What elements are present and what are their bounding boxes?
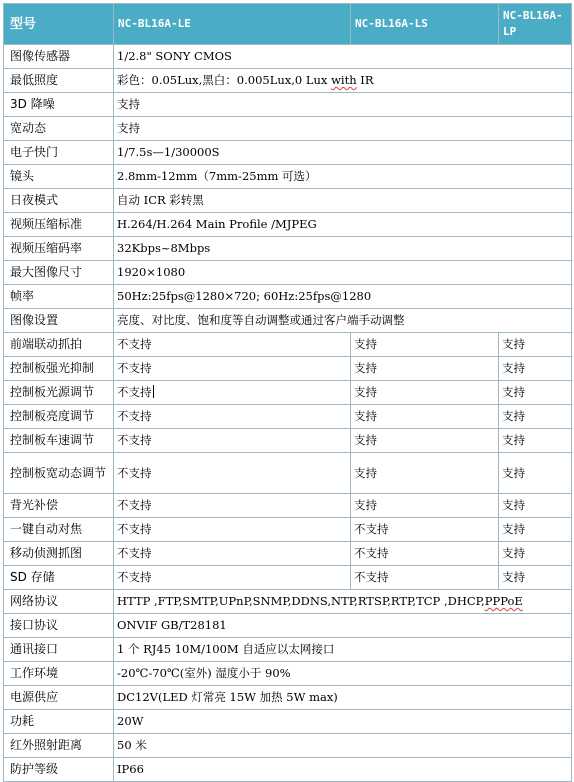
feature-le: 不支持 [114, 566, 351, 590]
feature-le: 不支持 [114, 518, 351, 542]
spec-row-interface-protocol [4, 614, 572, 638]
spec-label: 工作环境 [4, 662, 114, 686]
spec-row-framerate [4, 285, 572, 309]
feature-row [4, 429, 572, 453]
feature-ls: 支持 [351, 381, 499, 405]
spec-label: 3D 降噪 [4, 93, 114, 117]
feature-label: 控制板强光抑制 [4, 357, 114, 381]
header-model-le: NC-BL16A-LE [114, 4, 351, 45]
feature-ls: 支持 [351, 429, 499, 453]
feature-lp: 支持 [499, 566, 572, 590]
feature-label: 控制板宽动态调节 [4, 453, 114, 494]
spec-row-image-settings [4, 309, 572, 333]
spec-value: ONVIF GB/T28181 [114, 614, 572, 638]
feature-lp: 支持 [499, 453, 572, 494]
feature-ls: 支持 [351, 357, 499, 381]
spec-value: 50Hz:25fps@1280×720; 60Hz:25fps@1280 [114, 285, 572, 309]
feature-le: 不支持 [114, 357, 351, 381]
spec-value: 1 个 RJ45 10M/100M 自适应以太网接口 [114, 638, 572, 662]
spec-label: 电子快门 [4, 141, 114, 165]
spec-label: 图像设置 [4, 309, 114, 333]
spec-row-power-consumption [4, 710, 572, 734]
text-cursor [153, 385, 154, 398]
spec-row-power-supply [4, 686, 572, 710]
header-model-label: 型号 [4, 4, 114, 45]
feature-lp: 支持 [499, 405, 572, 429]
feature-row [4, 518, 572, 542]
spec-label: 最大图像尺寸 [4, 261, 114, 285]
feature-lp: 支持 [499, 518, 572, 542]
spec-row-shutter [4, 141, 572, 165]
feature-le: 不支持 [114, 542, 351, 566]
spec-row-3d-noise [4, 93, 572, 117]
feature-le: 不支持 [114, 494, 351, 518]
spellcheck-mark: PPPoE [484, 594, 523, 608]
spec-row-environment [4, 662, 572, 686]
spec-value: 32Kbps~8Mbps [114, 237, 572, 261]
spec-label: 电源供应 [4, 686, 114, 710]
spec-label: 图像传感器 [4, 45, 114, 69]
spec-value: 支持 [114, 117, 572, 141]
feature-label: 控制板亮度调节 [4, 405, 114, 429]
spec-label: 视频压缩码率 [4, 237, 114, 261]
spec-value-text: 彩色：0.05Lux,黑白：0.005Lux,0 Lux with IR [117, 73, 374, 87]
spec-label: 红外照射距离 [4, 734, 114, 758]
feature-lp: 支持 [499, 357, 572, 381]
feature-row [4, 494, 572, 518]
feature-label: SD 存储 [4, 566, 114, 590]
feature-row [4, 542, 572, 566]
spec-label: 帧率 [4, 285, 114, 309]
spec-value: IP66 [114, 758, 572, 782]
spec-value: 支持 [114, 93, 572, 117]
spec-value: 1/2.8" SONY CMOS [114, 45, 572, 69]
spec-row-wdr [4, 117, 572, 141]
spec-value: 自动 ICR 彩转黑 [114, 189, 572, 213]
spec-label: 最低照度 [4, 69, 114, 93]
feature-row [4, 453, 572, 494]
spec-row-day-night [4, 189, 572, 213]
feature-row [4, 333, 572, 357]
spec-label: 宽动态 [4, 117, 114, 141]
feature-lp: 支持 [499, 542, 572, 566]
spec-row-ir-distance [4, 734, 572, 758]
spec-row-comm-interface [4, 638, 572, 662]
spec-label: 视频压缩标准 [4, 213, 114, 237]
spec-label: 接口协议 [4, 614, 114, 638]
spec-label: 防护等级 [4, 758, 114, 782]
header-row [4, 4, 572, 45]
spec-row-min-illumination [4, 69, 572, 93]
spec-value: -20℃-70℃(室外) 湿度小于 90% [114, 662, 572, 686]
feature-le: 不支持 [114, 429, 351, 453]
spec-row-max-resolution [4, 261, 572, 285]
spec-row-protection [4, 758, 572, 782]
feature-le: 不支持 [114, 333, 351, 357]
feature-row [4, 357, 572, 381]
spec-value: 50 米 [114, 734, 572, 758]
spec-value [114, 69, 572, 93]
spec-value: H.264/H.264 Main Profile /MJPEG [114, 213, 572, 237]
spec-value: 1/7.5s—1/30000S [114, 141, 572, 165]
feature-lp: 支持 [499, 333, 572, 357]
feature-le: 不支持 [117, 385, 152, 399]
spec-row-sensor [4, 45, 572, 69]
spec-label: 镜头 [4, 165, 114, 189]
spec-label: 网络协议 [4, 590, 114, 614]
feature-ls: 不支持 [351, 542, 499, 566]
feature-ls: 支持 [351, 333, 499, 357]
feature-row [4, 566, 572, 590]
feature-ls: 支持 [351, 494, 499, 518]
feature-label: 背光补偿 [4, 494, 114, 518]
header-model-ls: NC-BL16A-LS [351, 4, 499, 45]
feature-ls: 支持 [351, 453, 499, 494]
spec-row-network-protocol [4, 590, 572, 614]
spellcheck-mark: with [331, 73, 357, 87]
feature-lp: 支持 [499, 494, 572, 518]
spec-label: 功耗 [4, 710, 114, 734]
spec-table [3, 3, 572, 782]
spec-row-bitrate [4, 237, 572, 261]
spec-value: 20W [114, 710, 572, 734]
feature-row [4, 405, 572, 429]
spec-value: 1920×1080 [114, 261, 572, 285]
feature-label: 控制板光源调节 [4, 381, 114, 405]
feature-ls: 支持 [351, 405, 499, 429]
spec-value: HTTP ,FTP,SMTP,UPnP,SNMP,DDNS,NTP,RTSP,RTP,TCP ,DHCP,PPPoE [114, 590, 572, 614]
feature-label: 控制板车速调节 [4, 429, 114, 453]
feature-le: 不支持 [114, 405, 351, 429]
spec-value: 2.8mm-12mm（7mm-25mm 可选） [114, 165, 572, 189]
feature-ls: 不支持 [351, 518, 499, 542]
feature-lp: 支持 [499, 381, 572, 405]
spec-row-compression [4, 213, 572, 237]
feature-label: 一键自动对焦 [4, 518, 114, 542]
spec-label: 通讯接口 [4, 638, 114, 662]
feature-le-cell[interactable] [114, 381, 351, 405]
spec-label: 日夜模式 [4, 189, 114, 213]
spec-row-lens [4, 165, 572, 189]
spec-value: 亮度、对比度、饱和度等自动调整或通过客户端手动调整 [114, 309, 572, 333]
header-model-lp: NC-BL16A-LP [499, 4, 572, 45]
feature-row [4, 381, 572, 405]
feature-ls: 不支持 [351, 566, 499, 590]
spec-value: DC12V(LED 灯常亮 15W 加热 5W max) [114, 686, 572, 710]
feature-label: 移动侦测抓图 [4, 542, 114, 566]
feature-lp: 支持 [499, 429, 572, 453]
feature-le: 不支持 [114, 453, 351, 494]
feature-label: 前端联动抓拍 [4, 333, 114, 357]
